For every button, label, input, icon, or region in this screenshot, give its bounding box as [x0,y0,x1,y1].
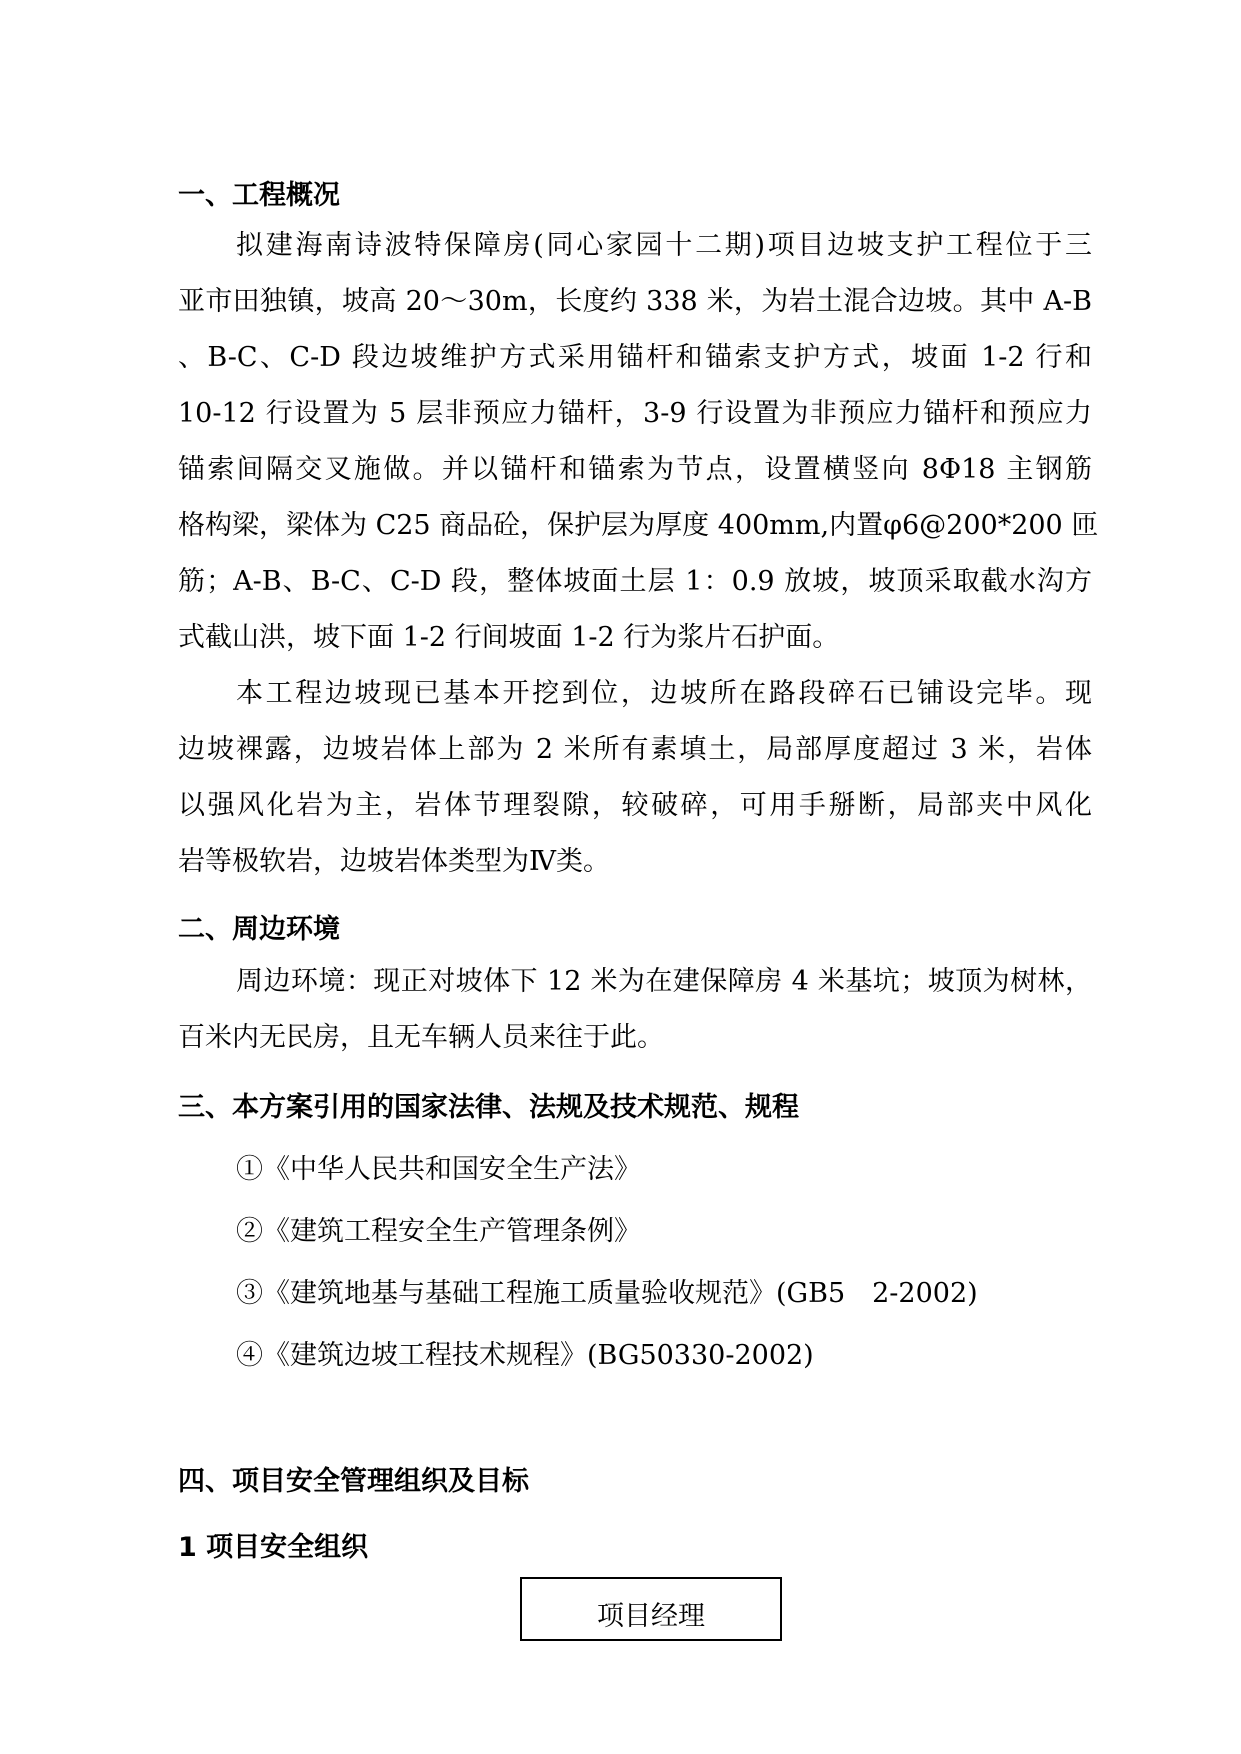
paragraph-line: 筋；A-B、B-C、C-D 段，整体坡面土层 1：0.9 放坡，坡顶采取截水沟方 [178,566,1092,597]
org-chart-box-label: 项目经理 [597,1601,705,1632]
paragraph-line: 岩等极软岩，边坡岩体类型为Ⅳ类。 [178,846,610,877]
org-chart-box-project-manager [520,1577,782,1641]
paragraph-line: 百米内无民房，且无车辆人员来往于此。 [178,1022,664,1053]
section-heading-3: 三、本方案引用的国家法律、法规及技术规范、规程 [178,1092,799,1123]
paragraph-line: 以强风化岩为主，岩体节理裂隙，较破碎，可用手掰断，局部夹中风化 [178,790,1092,821]
paragraph-line: 周边环境：现正对坡体下 12 米为在建保障房 4 米基坑；坡顶为树林， [236,966,1092,997]
reference-item: ④《建筑边坡工程技术规程》(BG50330-2002) [236,1340,814,1371]
paragraph-line: 亚市田独镇，坡高 20～30m，长度约 338 米，为岩土混合边坡。其中 A-B [178,286,1092,317]
sub-heading-project-safety-organization: 1 项目安全组织 [178,1532,369,1563]
paragraph-line: 边坡裸露，边坡岩体上部为 2 米所有素填土，局部厚度超过 3 米，岩体 [178,734,1092,765]
section-heading-1: 一、工程概况 [178,180,340,211]
paragraph-line: 锚索间隔交叉施做。并以锚杆和锚索为节点，设置横竖向 8Φ18 主钢筋 [178,454,1092,485]
paragraph-line: 拟建海南诗波特保障房(同心家园十二期)项目边坡支护工程位于三 [236,230,1092,261]
paragraph-line: 10-12 行设置为 5 层非预应力锚杆，3-9 行设置为非预应力锚杆和预应力 [178,398,1092,429]
paragraph-line: 、B-C、C-D 段边坡维护方式采用锚杆和锚索支护方式，坡面 1-2 行和 [178,342,1092,373]
section-heading-2: 二、周边环境 [178,914,340,945]
reference-item: ②《建筑工程安全生产管理条例》 [236,1216,641,1247]
paragraph-line: 式截山洪，坡下面 1-2 行间坡面 1-2 行为浆片石护面。 [178,622,840,653]
reference-item: ③《建筑地基与基础工程施工质量验收规范》(GB5 2-2002) [236,1278,978,1309]
paragraph-line: 本工程边坡现已基本开挖到位，边坡所在路段碎石已铺设完毕。现 [236,678,1092,709]
section-heading-4: 四、项目安全管理组织及目标 [178,1466,529,1497]
reference-item: ①《中华人民共和国安全生产法》 [236,1154,641,1185]
paragraph-line: 格构梁，梁体为 C25 商品砼，保护层为厚度 400mm,内置φ6@200*200 匝 [178,510,1099,541]
